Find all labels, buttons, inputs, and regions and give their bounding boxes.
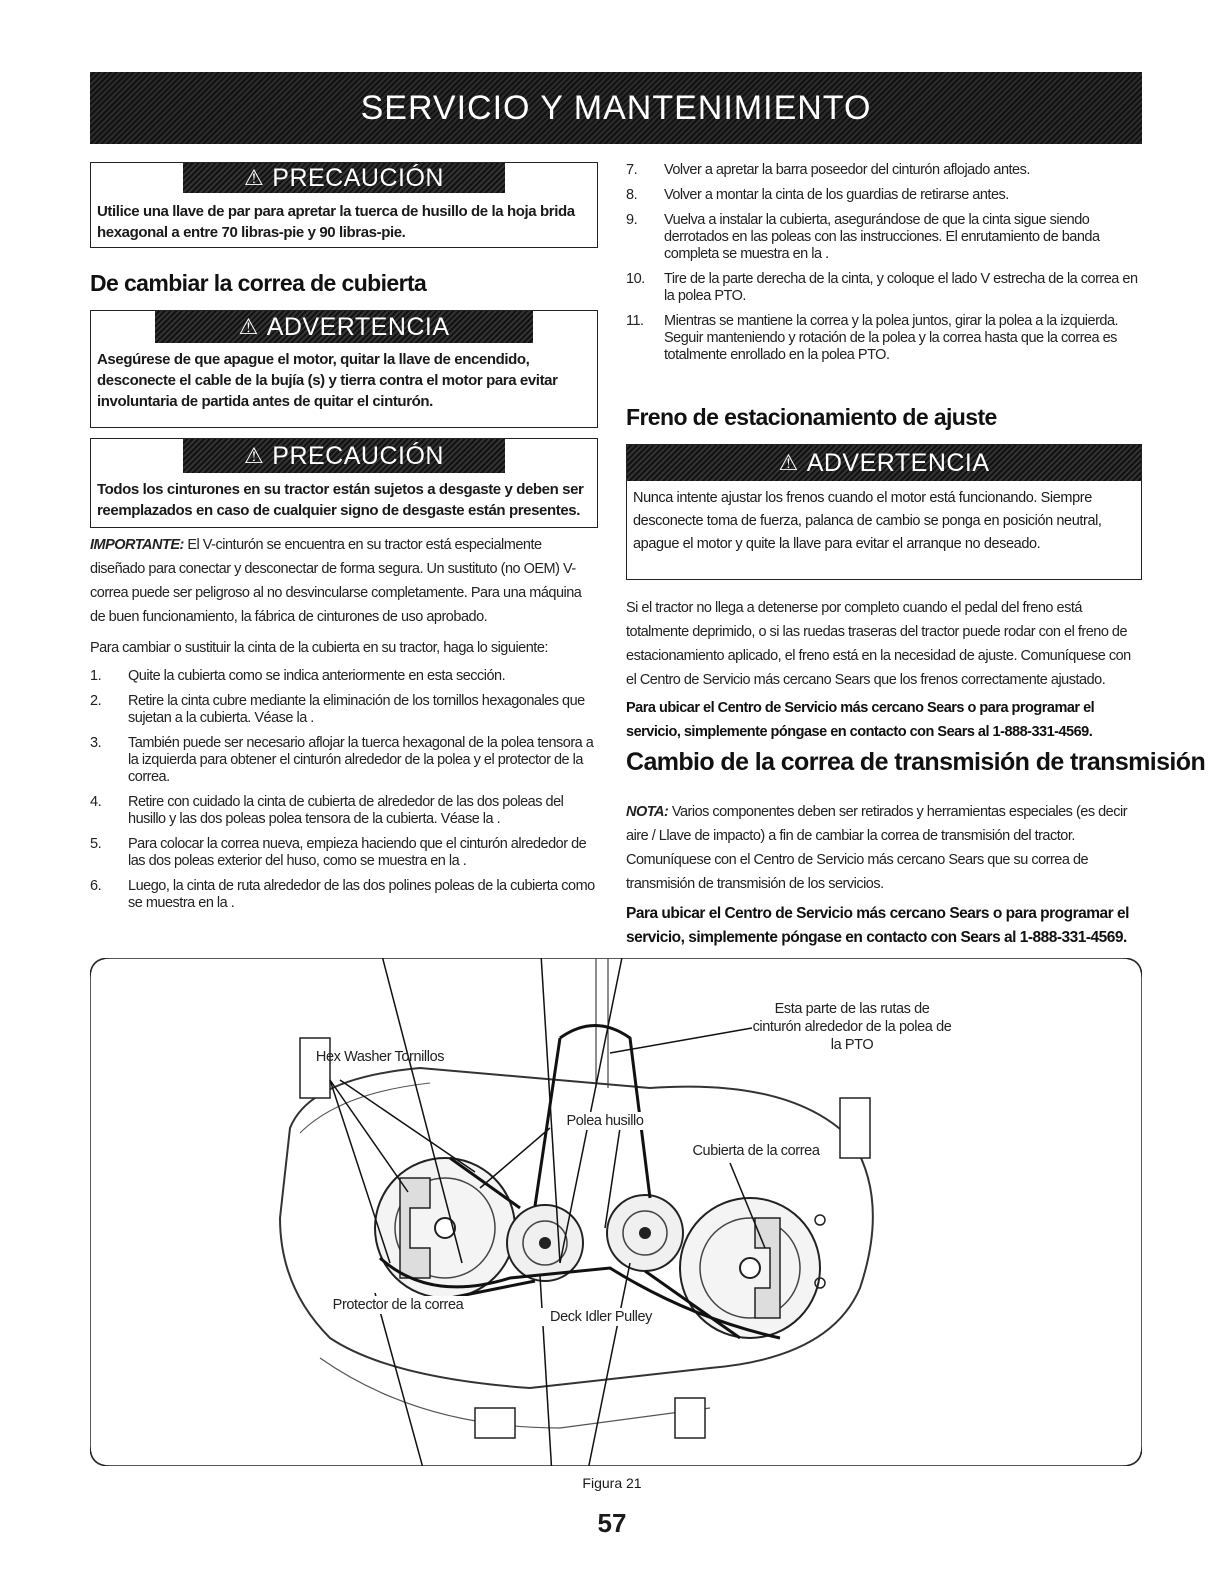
caution-box-1 bbox=[90, 162, 598, 248]
warning-text: Asegúrese de que apague el motor, quitar la llave de encendido, desconecte el cable de la bujía (s) y tierra contra el motor para evitar involuntaria de partida antes de quitar el cinturón. bbox=[97, 351, 558, 410]
list-item: 2. Retire la cinta cubre mediante la eliminación de los tornillos hexagonales que sujetan a la cubierta. Véase la . bbox=[90, 693, 585, 726]
figure-caption: Figura 21 bbox=[582, 1475, 642, 1491]
list-item: 6. Luego, la cinta de ruta alrededor de las dos polines poleas de la cubierta como se muestra en la . bbox=[90, 878, 595, 911]
section-title-deck-belt: De cambiar la correa de cubierta bbox=[90, 270, 427, 296]
intro-paragraph: Para cambiar o sustituir la cinta de la cubierta en su tractor, haga lo siguiente: bbox=[90, 640, 548, 656]
warning-box-1 bbox=[90, 310, 598, 428]
list-item: 10. Tire de la parte derecha de la cinta, y coloque el lado V estrecha de la correa en la polea PTO. bbox=[626, 271, 1138, 304]
page-section-title: SERVICIO Y MANTENIMIENTO bbox=[360, 88, 872, 127]
caution-text: Utilice una llave de par para apretar la tuerca de husillo de la hoja brida hexagonal a entre 70 libras-pie y 90 libras-pie. bbox=[97, 203, 575, 241]
contact-paragraph-1: Para ubicar el Centro de Servicio más cercano Sears o para programar el servicio, simplemente póngase en contacto con Sears al 1-888-331-4569. bbox=[626, 700, 1095, 740]
section-banner bbox=[90, 72, 1142, 144]
warning-header bbox=[627, 445, 1141, 481]
warning-box-2 bbox=[626, 444, 1142, 580]
warning-label: ADVERTENCIA bbox=[806, 448, 990, 477]
label-pto-route: Esta parte de las rutas de cinturón alrededor de la polea de la PTO bbox=[752, 1001, 952, 1053]
contact-paragraph-2: Para ubicar el Centro de Servicio más cercano Sears o para programar el servicio, simplemente póngase en contacto con Sears al 1-888-331-4569. bbox=[626, 905, 1129, 946]
label-spindle-pulley: Polea husillo bbox=[555, 1112, 655, 1130]
label-belt-cover: Cubierta de la correa bbox=[686, 1142, 826, 1160]
label-hex-screws: Hex Washer Tornillos bbox=[315, 1049, 445, 1065]
caution-label: PRECAUCIÓN bbox=[272, 441, 444, 470]
important-paragraph bbox=[90, 533, 598, 629]
label-belt-guard: Protector de la correa bbox=[328, 1296, 468, 1314]
section-title-parking-brake: Freno de estacionamiento de ajuste bbox=[626, 404, 997, 430]
idler-pulley-left bbox=[507, 1205, 583, 1281]
deck-belt-diagram bbox=[90, 958, 1142, 1466]
list-item: 11. Mientras se mantiene la correa y la polea juntos, girar la polea a la izquierda. Seguir manteniendo y rotación de la polea y la correa hasta que la correa es totalmente enrollado en la polea PTO. bbox=[626, 313, 1119, 363]
continued-steps bbox=[626, 162, 1142, 372]
caution-text: Todos los cinturones en su tractor están sujetos a desgaste y deben ser reemplazados en caso de cualquier signo de desgaste están presentes. bbox=[97, 481, 584, 519]
warning-triangle-icon: ⚠ bbox=[238, 314, 259, 339]
caution-header bbox=[183, 163, 505, 193]
warning-triangle-icon: ⚠ bbox=[778, 450, 799, 475]
warning-header bbox=[155, 311, 533, 343]
important-label: IMPORTANTE: bbox=[90, 537, 184, 553]
left-spindle bbox=[375, 1158, 515, 1298]
nota-label: NOTA: bbox=[626, 804, 669, 820]
warning-triangle-icon: ⚠ bbox=[244, 165, 265, 190]
caution-label: PRECAUCIÓN bbox=[272, 163, 444, 192]
label-idler-pulley: Deck Idler Pulley bbox=[536, 1308, 666, 1326]
important-text: El V-cinturón se encuentra en su tractor está especialmente diseñado para conectar y desconectar de forma segura. Un sustituto (no OEM) V-correa puede ser peligroso al no desvincularse completamente. Para una máquina de buen funcionamiento, la fábrica de cinturones de uso aprobado. bbox=[90, 537, 582, 625]
list-item: 4. Retire con cuidado la cinta de cubierta de alrededor de las dos poleas del husillo y las dos poleas polea tensora de la cubierta. Véase la . bbox=[90, 794, 564, 827]
warning-text: Nunca intente ajustar los frenos cuando el motor está funcionando. Siempre desconecte toma de fuerza, palanca de cambio se ponga en posición neutral, apague el motor y quite la llave para evitar el arranque no deseado. bbox=[633, 490, 1102, 552]
deck-belt-steps bbox=[90, 668, 598, 920]
section-title-drive-belt: Cambio de la correa de transmisión de transmisión bbox=[626, 748, 1206, 776]
list-item: 5. Para colocar la correa nueva, empieza haciendo que el cinturón alrededor de las dos poleas exterior del huso, como se muestra en la . bbox=[90, 836, 587, 869]
brake-paragraph: Si el tractor no llega a detenerse por completo cuando el pedal del freno está totalmente deprimido, o si las ruedas traseras del tractor puede rodar con el freno de estacionamiento aplicado, el freno está en la necesidad de ajuste. Comuníquese con el Centro de Servicio más cercano Sears que los frenos correctamente ajustado. bbox=[626, 600, 1131, 688]
nota-paragraph bbox=[626, 800, 1142, 896]
warning-triangle-icon: ⚠ bbox=[244, 443, 265, 468]
nota-text: Varios componentes deben ser retirados y herramientas especiales (es decir aire / Llave de impacto) a fin de cambiar la correa de transmisión del tractor. Comuníquese con el Centro de Servicio más cercano Sears que su correa de transmisión de transmisión de los servicios. bbox=[626, 804, 1128, 892]
list-item: 9. Vuelva a instalar la cubierta, asegurándose de que la cinta sigue siendo derrotados en las poleas con las instrucciones. El enrutamiento de banda completa se muestra en la . bbox=[626, 212, 1100, 262]
right-spindle bbox=[680, 1198, 820, 1338]
list-item: 1. Quite la cubierta como se indica anteriormente en esta sección. bbox=[90, 668, 506, 684]
list-item: 7. Volver a apretar la barra poseedor del cinturón aflojado antes. bbox=[626, 162, 1030, 178]
caution-header bbox=[183, 439, 505, 473]
idler-pulley-right bbox=[607, 1195, 683, 1271]
caution-box-2 bbox=[90, 438, 598, 528]
warning-label: ADVERTENCIA bbox=[266, 312, 450, 341]
page-number: 57 bbox=[597, 1508, 627, 1538]
list-item: 3. También puede ser necesario aflojar la tuerca hexagonal de la polea tensora a la izquierda para obtener el cinturón alrededor de la polea y el protector de la correa. bbox=[90, 735, 594, 785]
list-item: 8. Volver a montar la cinta de los guardias de retirarse antes. bbox=[626, 187, 1009, 203]
